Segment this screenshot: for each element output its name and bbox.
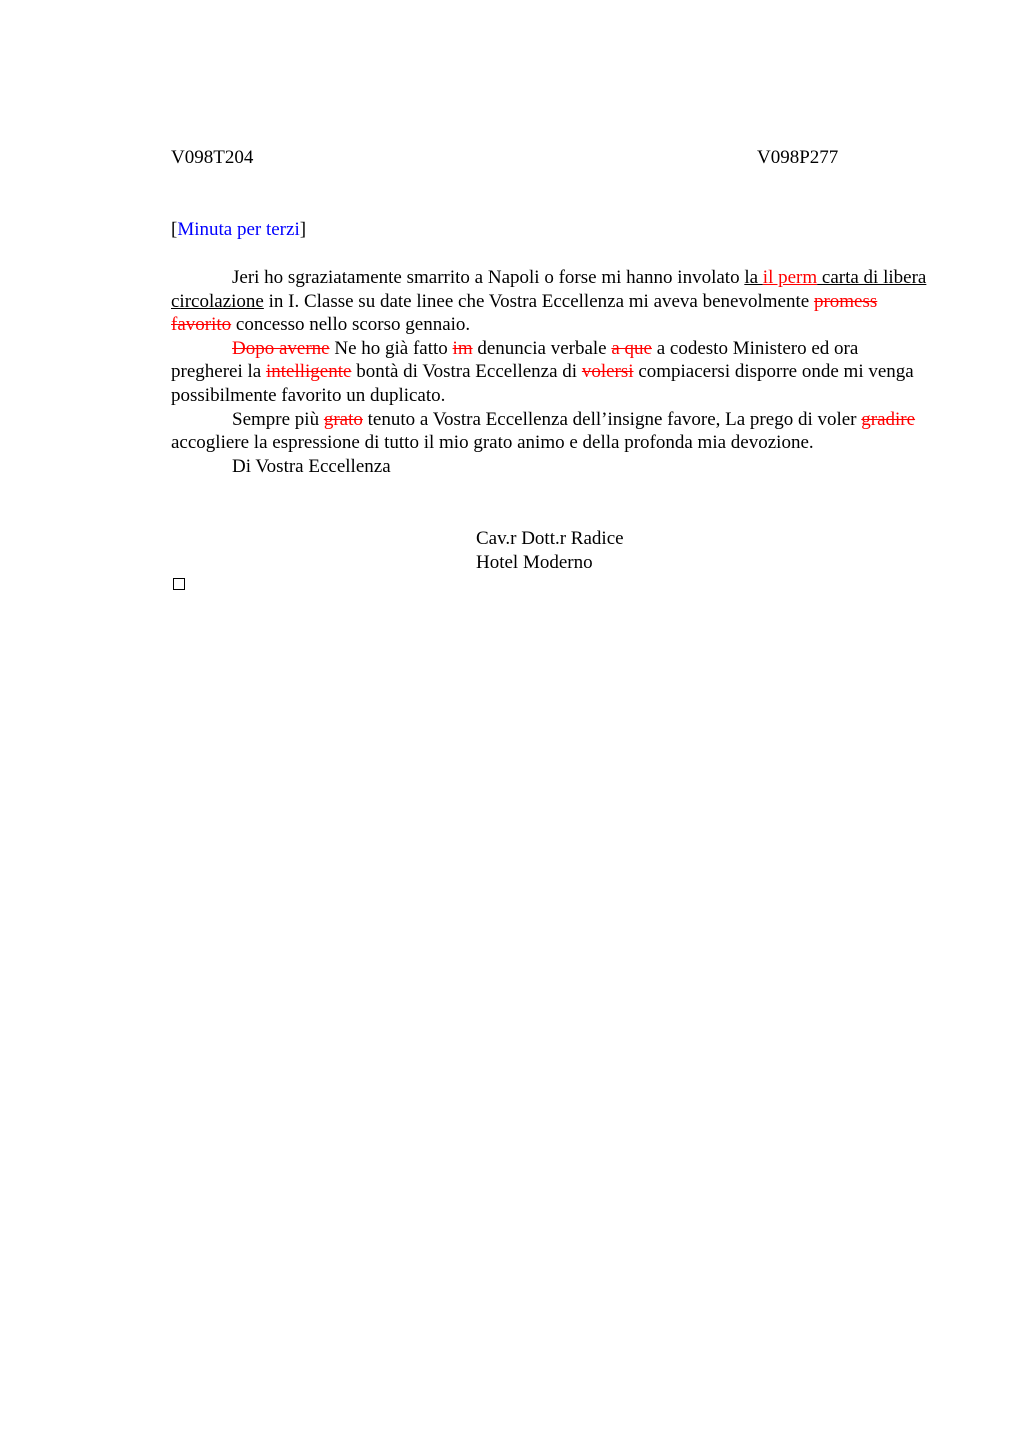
letter-body: [171, 266, 931, 478]
underlined-text: carta di libera circolazione: [171, 267, 927, 312]
text-run: in I. Classe su date linee che Vostra Eccellenza mi aveva benevolmente: [263, 290, 814, 312]
deleted-text: il perm: [762, 267, 818, 288]
document-code-right: V098P277: [757, 147, 839, 168]
signature-place: Hotel Moderno: [476, 552, 593, 573]
deleted-text: promess: [813, 290, 878, 312]
deleted-text: a que: [611, 337, 652, 359]
text-run: a codesto Ministero ed ora pregherei la: [171, 337, 859, 383]
section-label: [171, 218, 306, 242]
deleted-text: favorito: [171, 314, 232, 336]
paragraph-3: [171, 408, 931, 455]
empty-box-icon: [173, 578, 185, 590]
deleted-text: intelligente: [265, 361, 352, 383]
text-run: Jeri ho sgraziatamente smarrito a Napoli o forse mi hanno involato: [232, 267, 745, 288]
text-run: accogliere la espressione di tutto il mio grato animo e della profonda mia devozione.: [171, 432, 814, 454]
text-run: Ne ho già fatto: [329, 337, 453, 359]
deleted-text: im: [452, 337, 473, 359]
text-run: Sempre più: [232, 408, 324, 430]
deleted-text: volersi: [581, 361, 634, 383]
signature-block: [476, 527, 624, 575]
deleted-text: Dopo averne: [232, 337, 330, 359]
bracket-open: [: [171, 219, 178, 240]
paragraph-2: [171, 337, 931, 408]
bracket-close: ]: [299, 219, 307, 240]
section-label-text: Minuta per terzi: [177, 219, 300, 240]
signature-name: Cav.r Dott.r Radice: [476, 528, 624, 549]
document-code-left: V098T204: [171, 147, 254, 168]
deleted-text: gradire: [861, 408, 916, 430]
paragraph-1: [171, 266, 931, 337]
text-run: denuncia verbale: [472, 337, 612, 359]
underlined-text: la: [744, 267, 763, 288]
closing-line: Di Vostra Eccellenza: [232, 455, 391, 477]
text-run: tenuto a Vostra Eccellenza dell’insigne favore, La prego di voler: [362, 408, 862, 430]
text-run: compiacersi disporre onde mi venga possibilmente favorito un duplicato.: [171, 361, 914, 406]
deleted-text: grato: [323, 408, 363, 430]
text-run: concesso nello scorso gennaio.: [231, 314, 471, 336]
text-run: bontà di Vostra Eccellenza di: [351, 361, 582, 383]
